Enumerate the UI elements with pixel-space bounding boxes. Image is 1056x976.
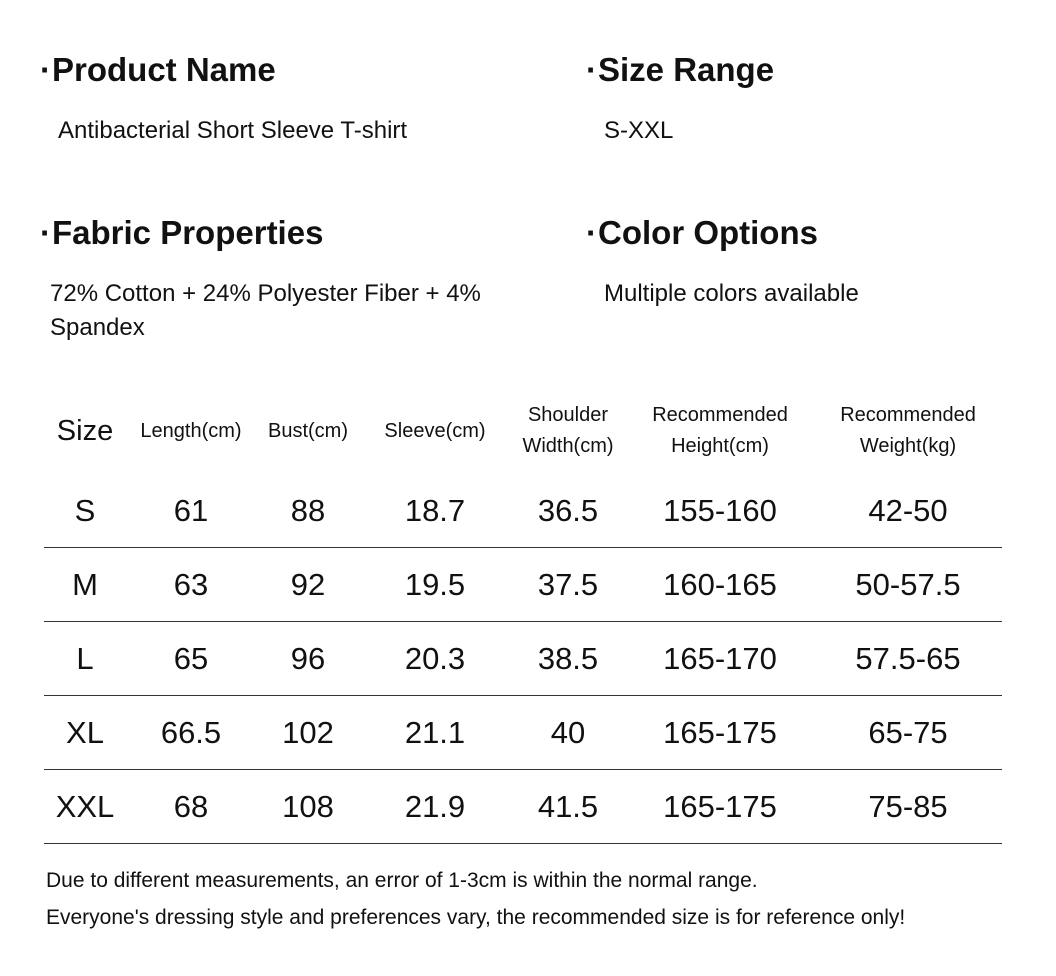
color-options-value: Multiple colors available [604,280,859,307]
cell-recommended-height: 155-160 [626,474,814,548]
bullet-icon: · [40,51,51,88]
cell-size: XL [44,696,126,770]
fabric-properties-value: 72% Cotton + 24% Polyester Fiber + 4% Spandex [50,280,481,341]
table-row [44,474,1002,548]
size-range-heading: ·Size Range [586,51,775,88]
note-reference-only: Everyone's dressing style and preferences vary, the recommended size is for reference only! [46,906,906,929]
table-row [44,548,1002,622]
cell-shoulder-width: 37.5 [510,548,626,622]
column-header-size: Size [56,414,114,447]
cell-sleeve: 21.1 [360,696,510,770]
color-options-section [586,213,859,311]
cell-bust: 88 [256,474,360,548]
table-row [44,770,1002,844]
cell-length: 65 [126,622,256,696]
column-header-shoulder-width: Shoulder Width(cm) [522,404,614,457]
cell-recommended-height: 165-175 [626,696,814,770]
product-name-section [40,50,407,148]
cell-shoulder-width: 36.5 [510,474,626,548]
table-row [44,696,1002,770]
column-header-sleeve: Sleeve(cm) [384,419,486,442]
cell-recommended-height: 165-170 [626,622,814,696]
cell-recommended-weight: 65-75 [814,696,1002,770]
fabric-properties-heading: ·Fabric Properties [40,214,324,251]
fabric-properties-section [40,213,510,345]
cell-length: 68 [126,770,256,844]
cell-sleeve: 18.7 [360,474,510,548]
color-options-heading: ·Color Options [586,214,818,251]
product-name-value: Antibacterial Short Sleeve T-shirt [58,117,408,144]
cell-recommended-height: 165-175 [626,770,814,844]
cell-size: S [44,474,126,548]
cell-recommended-weight: 57.5-65 [814,622,1002,696]
size-range-value: S-XXL [604,117,674,144]
cell-size: L [44,622,126,696]
cell-recommended-height: 160-165 [626,548,814,622]
cell-recommended-weight: 75-85 [814,770,1002,844]
disclaimer-notes [46,862,905,936]
column-header-bust: Bust(cm) [268,419,348,442]
cell-sleeve: 20.3 [360,622,510,696]
note-measurement-error: Due to different measurements, an error of 1-3cm is within the normal range. [46,869,758,892]
cell-size: M [44,548,126,622]
cell-recommended-weight: 42-50 [814,474,1002,548]
cell-recommended-weight: 50-57.5 [814,548,1002,622]
column-header-recommended-weight: Recommended Weight(kg) [840,404,976,457]
bullet-icon: · [586,214,597,251]
cell-shoulder-width: 40 [510,696,626,770]
cell-length: 63 [126,548,256,622]
product-name-heading: ·Product Name [40,51,276,88]
bullet-icon: · [586,51,597,88]
column-header-recommended-height: Recommended Height(cm) [652,404,788,457]
cell-length: 66.5 [126,696,256,770]
table-header-row [44,388,1002,474]
cell-bust: 102 [256,696,360,770]
cell-bust: 92 [256,548,360,622]
table-row [44,622,1002,696]
cell-shoulder-width: 38.5 [510,622,626,696]
cell-shoulder-width: 41.5 [510,770,626,844]
cell-sleeve: 19.5 [360,548,510,622]
cell-sleeve: 21.9 [360,770,510,844]
size-chart-table [44,388,1002,844]
cell-bust: 96 [256,622,360,696]
size-range-section [586,50,774,148]
cell-length: 61 [126,474,256,548]
cell-bust: 108 [256,770,360,844]
cell-size: XXL [44,770,126,844]
column-header-length: Length(cm) [140,419,242,442]
bullet-icon: · [40,214,51,251]
